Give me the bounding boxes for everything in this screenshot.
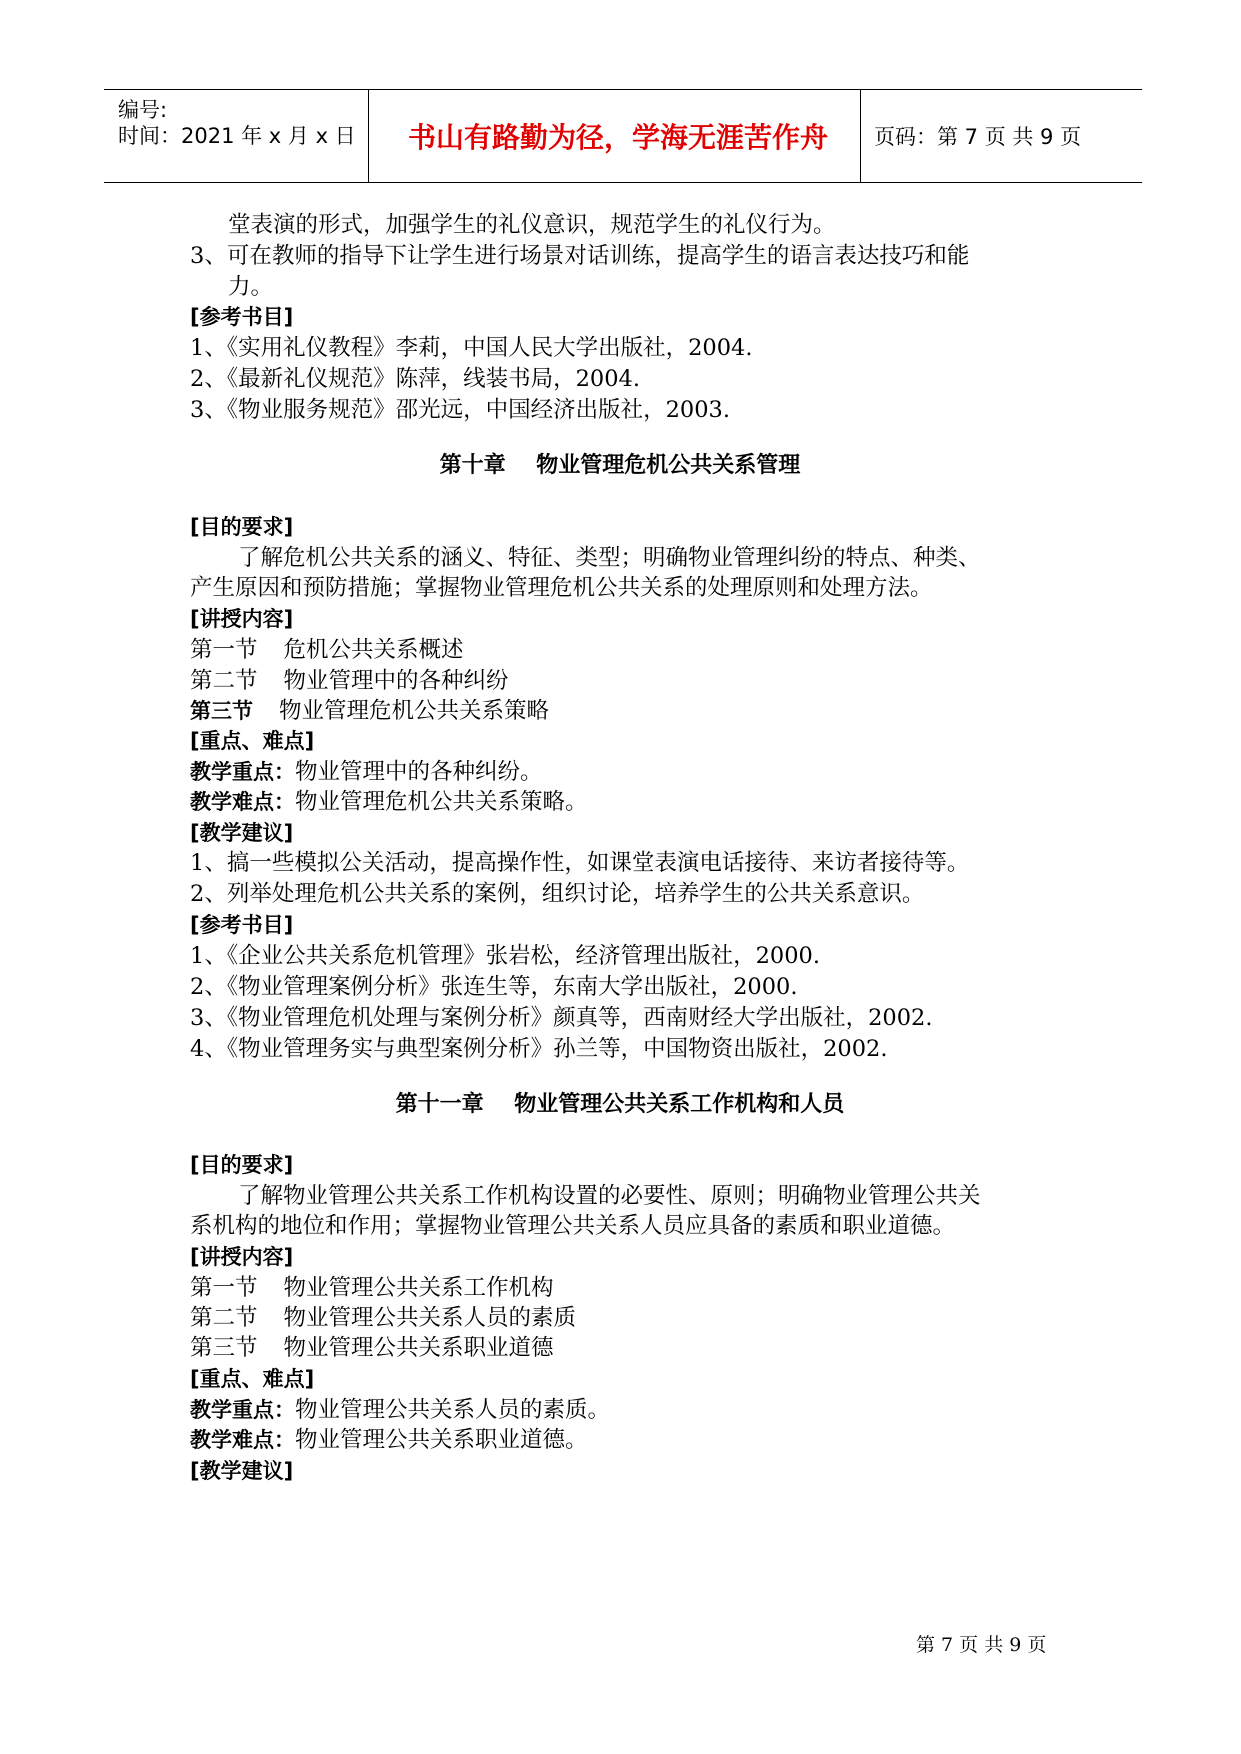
section-label: 第三节 xyxy=(190,699,253,723)
paragraph: 了解危机公共关系的涵义、特征、类型；明确物业管理纠纷的特点、种类、 xyxy=(238,545,981,571)
section-heading: [教学建议] xyxy=(190,821,294,845)
section-label: 第一节 xyxy=(190,1275,258,1301)
reference-item: 3、《物业服务规范》邵光远，中国经济出版社，2003. xyxy=(190,397,730,423)
chapter-title: 第十一章 物业管理公共关系工作机构和人员 xyxy=(395,1092,845,1117)
section-label: 第三节 xyxy=(190,1335,258,1361)
page-header xyxy=(104,89,1142,183)
section-label: 第一节 xyxy=(190,637,258,663)
difficulty-label: 教学难点： xyxy=(190,1428,295,1452)
paragraph: 力。 xyxy=(228,274,274,300)
list-item xyxy=(190,1273,554,1303)
header-divider-left xyxy=(368,90,369,182)
section-text: 物业管理公共关系人员的素质 xyxy=(283,1305,577,1331)
section-text: 物业管理公共关系工作机构 xyxy=(283,1275,554,1301)
difficulty-point xyxy=(190,787,588,817)
list-item xyxy=(190,1333,554,1363)
header-page-label: 页码：第 7 页 共 9 页 xyxy=(874,125,1082,149)
section-text: 物业管理危机公共关系策略 xyxy=(279,698,550,724)
reference-item: 2、《物业管理案例分析》张连生等，东南大学出版社，2000. xyxy=(190,974,798,1000)
section-heading: [重点、难点] xyxy=(190,1367,315,1391)
section-heading: [目的要求] xyxy=(190,1153,294,1177)
reference-item: 2、《最新礼仪规范》陈萍，线装书局，2004. xyxy=(190,366,640,392)
reference-item: 1、《企业公共关系危机管理》张岩松，经济管理出版社，2000. xyxy=(190,943,820,969)
paragraph: 堂表演的形式，加强学生的礼仪意识，规范学生的礼仪行为。 xyxy=(228,212,836,238)
list-item xyxy=(190,635,464,665)
time-label: 时间：2021 年 x 月 x 日 xyxy=(118,124,356,148)
section-heading: [讲授内容] xyxy=(190,607,294,631)
difficulty-text: 物业管理公共关系职业道德。 xyxy=(295,1427,588,1453)
reference-item: 1、《实用礼仪教程》李莉，中国人民大学出版社，2004. xyxy=(190,335,753,361)
chapter-title: 第十章 物业管理危机公共关系管理 xyxy=(439,453,801,478)
reference-item: 4、《物业管理务实与典型案例分析》孙兰等，中国物资出版社，2002. xyxy=(190,1036,888,1062)
section-heading: [参考书目] xyxy=(190,913,294,937)
key-text: 物业管理中的各种纠纷。 xyxy=(295,759,543,785)
advice-item: 2、列举处理危机公共关系的案例，组织讨论，培养学生的公共关系意识。 xyxy=(190,881,925,907)
difficulty-point xyxy=(190,1425,588,1455)
section-heading: [讲授内容] xyxy=(190,1245,294,1269)
section-heading: [教学建议] xyxy=(190,1459,294,1483)
key-label: 教学重点： xyxy=(190,760,295,784)
advice-item: 1、搞一些模拟公关活动，提高操作性，如课堂表演电话接待、来访者接待等。 xyxy=(190,850,970,876)
page-footer: 第 7 页 共 9 页 xyxy=(916,1634,1047,1656)
section-heading: [参考书目] xyxy=(190,305,294,329)
key-point xyxy=(190,757,543,787)
key-point xyxy=(190,1395,610,1425)
header-motto: 书山有路勤为径，学海无涯苦作舟 xyxy=(407,121,828,154)
section-label: 第二节 xyxy=(190,668,258,694)
paragraph: 了解物业管理公共关系工作机构设置的必要性、原则；明确物业管理公共关 xyxy=(238,1183,981,1209)
paragraph: 产生原因和预防措施；掌握物业管理危机公共关系的处理原则和处理方法。 xyxy=(190,575,933,601)
section-label: 第二节 xyxy=(190,1305,258,1331)
section-heading: [重点、难点] xyxy=(190,729,315,753)
list-item xyxy=(190,666,509,696)
list-item xyxy=(190,1303,576,1333)
difficulty-text: 物业管理危机公共关系策略。 xyxy=(295,789,588,815)
key-label: 教学重点： xyxy=(190,1398,295,1422)
section-text: 物业管理中的各种纠纷 xyxy=(283,668,509,694)
list-item xyxy=(190,696,549,726)
difficulty-label: 教学难点： xyxy=(190,790,295,814)
number-label: 编号: xyxy=(118,98,168,122)
key-text: 物业管理公共关系人员的素质。 xyxy=(295,1397,611,1423)
paragraph: 3、可在教师的指导下让学生进行场景对话训练，提高学生的语言表达技巧和能 xyxy=(190,243,970,269)
paragraph: 系机构的地位和作用；掌握物业管理公共关系人员应具备的素质和职业道德。 xyxy=(190,1213,956,1239)
section-text: 危机公共关系概述 xyxy=(283,637,464,663)
section-text: 物业管理公共关系职业道德 xyxy=(283,1335,554,1361)
section-heading: [目的要求] xyxy=(190,515,294,539)
header-meta xyxy=(118,90,368,182)
reference-item: 3、《物业管理危机处理与案例分析》颜真等，西南财经大学出版社，2002. xyxy=(190,1005,933,1031)
